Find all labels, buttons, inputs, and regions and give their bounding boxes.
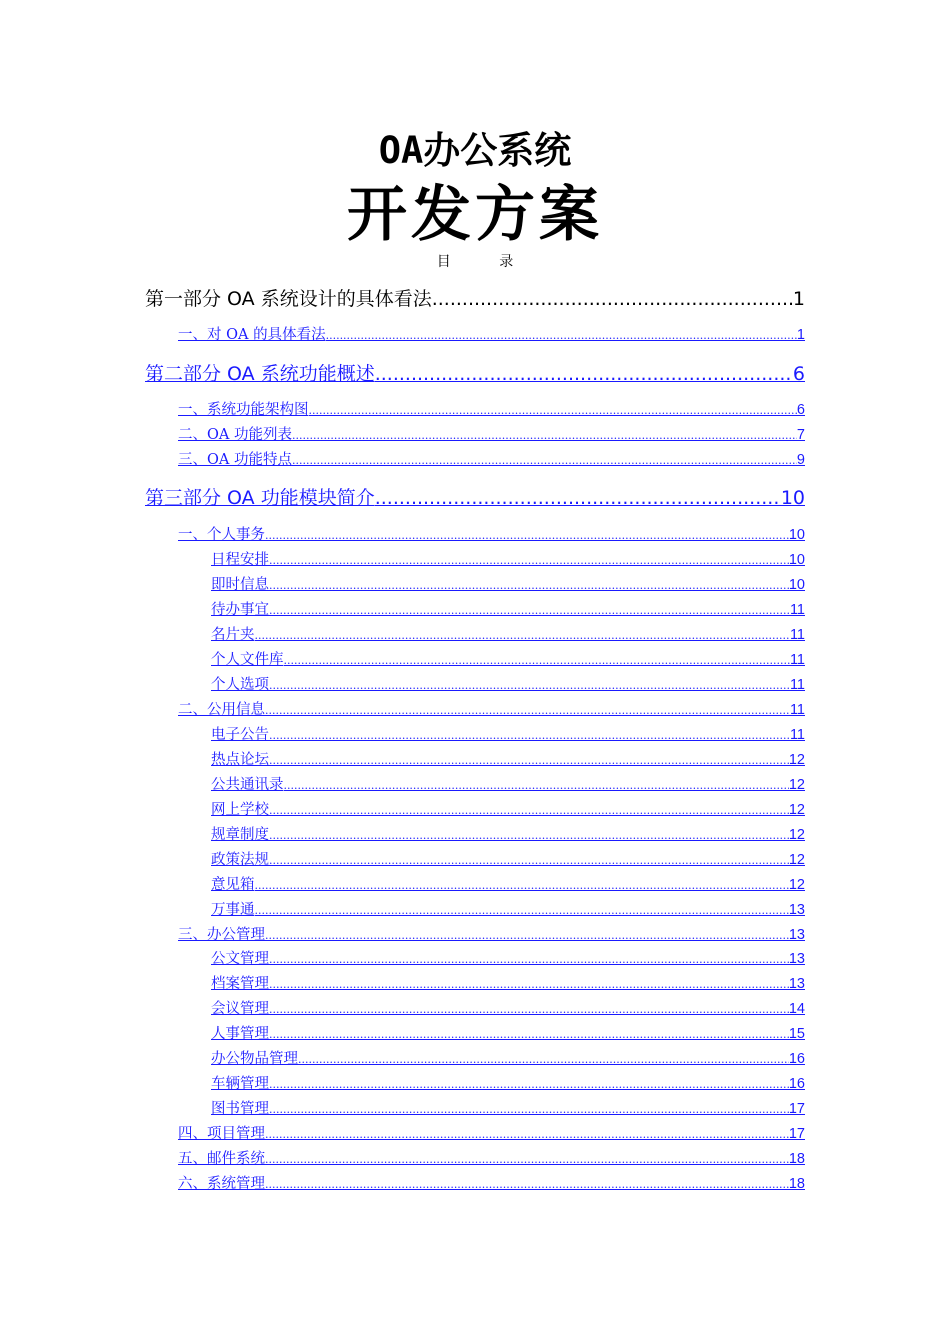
toc-page-number: 16 xyxy=(788,1051,805,1067)
toc-page-number: 11 xyxy=(789,652,805,668)
toc-subsection-entry[interactable] xyxy=(211,900,805,921)
toc-page-number: 11 xyxy=(789,702,805,718)
toc-dot-leader xyxy=(265,1175,789,1195)
toc-entry-title: 第三部分 OA 功能模块简介 xyxy=(145,487,375,509)
toc-page-number: 10 xyxy=(788,527,805,543)
toc-dot-leader xyxy=(292,426,797,446)
toc-dot-leader xyxy=(269,676,790,696)
toc-entry-title: 热点论坛 xyxy=(211,752,269,768)
toc-dot-leader xyxy=(326,326,797,346)
toc-page-number: 1 xyxy=(796,327,805,343)
toc-section-entry[interactable] xyxy=(178,700,805,721)
toc-part-entry xyxy=(145,286,805,312)
toc-section-entry[interactable] xyxy=(178,525,805,546)
toc-page-number: 12 xyxy=(788,827,805,843)
toc-entry-title: 公文管理 xyxy=(211,951,269,967)
toc-dot-leader xyxy=(284,776,789,796)
toc-heading: 目 录 xyxy=(436,254,536,270)
toc-subsection-entry[interactable] xyxy=(211,750,805,771)
toc-section-entry[interactable] xyxy=(178,1124,805,1145)
toc-page-number: 17 xyxy=(788,1101,805,1117)
toc-entry-title: 个人选项 xyxy=(211,677,269,693)
toc-section-entry[interactable] xyxy=(178,425,805,446)
document-title-line1: OA办公系统 xyxy=(378,129,572,172)
toc-subsection-entry[interactable] xyxy=(211,825,805,846)
toc-page-number: 10 xyxy=(780,487,805,509)
toc-page-number: 6 xyxy=(796,402,805,418)
toc-subsection-entry[interactable] xyxy=(211,1024,805,1045)
toc-subsection-entry[interactable] xyxy=(211,675,805,696)
toc-dot-leader xyxy=(265,701,790,721)
toc-entry-title: 会议管理 xyxy=(211,1001,269,1017)
toc-page-number: 13 xyxy=(788,902,805,918)
toc-dot-leader xyxy=(269,1100,789,1120)
toc-part-entry[interactable] xyxy=(145,485,805,511)
toc-page-number: 6 xyxy=(792,363,805,385)
toc-entry-title: 二、公用信息 xyxy=(178,702,265,718)
toc-page-number: 15 xyxy=(788,1026,805,1042)
toc-page-number: 18 xyxy=(788,1151,805,1167)
toc-entry-title: 档案管理 xyxy=(211,976,269,992)
toc-dot-leader xyxy=(255,626,790,646)
toc-subsection-entry[interactable] xyxy=(211,600,805,621)
toc-subsection-entry[interactable] xyxy=(211,550,805,571)
toc-page-number: 18 xyxy=(788,1176,805,1192)
toc-entry-title: 三、办公管理 xyxy=(178,927,265,943)
toc-entry-title: 电子公告 xyxy=(211,727,269,743)
toc-dot-leader xyxy=(292,451,797,471)
toc-entry-title: 意见箱 xyxy=(211,877,255,893)
toc-page-number: 9 xyxy=(796,452,805,468)
toc-page-number: 16 xyxy=(788,1076,805,1092)
toc-entry-title: 即时信息 xyxy=(211,577,269,593)
toc-subsection-entry[interactable] xyxy=(211,625,805,646)
document-title-line2: 开发方案 xyxy=(347,180,603,250)
toc-entry-title: 图书管理 xyxy=(211,1101,269,1117)
toc-entry-title: 五、邮件系统 xyxy=(178,1151,265,1167)
toc-entry-title: 二、OA 功能列表 xyxy=(178,427,292,443)
toc-page-number: 17 xyxy=(788,1126,805,1142)
toc-entry-title: 车辆管理 xyxy=(211,1076,269,1092)
toc-subsection-entry[interactable] xyxy=(211,1074,805,1095)
toc-dot-leader xyxy=(269,826,789,846)
toc-page-number: 14 xyxy=(788,1001,805,1017)
toc-dot-leader xyxy=(269,950,789,970)
toc-section-entry[interactable] xyxy=(178,1174,805,1195)
toc-page-number: 13 xyxy=(788,951,805,967)
toc-entry-title: 公共通讯录 xyxy=(211,777,284,793)
toc-page-number: 12 xyxy=(788,802,805,818)
toc-page-number: 7 xyxy=(796,427,805,443)
toc-section-entry[interactable] xyxy=(178,450,805,471)
toc-part-entry[interactable] xyxy=(145,361,805,387)
toc-dot-leader xyxy=(265,1125,789,1145)
toc-subsection-entry[interactable] xyxy=(211,999,805,1020)
toc-dot-leader xyxy=(255,876,789,896)
toc-dot-leader xyxy=(265,1150,789,1170)
toc-dot-leader xyxy=(375,361,793,387)
toc-subsection-entry[interactable] xyxy=(211,875,805,896)
toc-entry-title: 个人文件库 xyxy=(211,652,284,668)
toc-page-number: 12 xyxy=(788,877,805,893)
toc-dot-leader xyxy=(432,286,793,312)
toc-dot-leader xyxy=(265,526,789,546)
toc-page-number: 1 xyxy=(792,288,805,310)
toc-page-number: 12 xyxy=(788,852,805,868)
toc-page-number: 12 xyxy=(788,752,805,768)
toc-dot-leader xyxy=(255,901,789,921)
toc-subsection-entry[interactable] xyxy=(211,1049,805,1070)
toc-entry-title: 人事管理 xyxy=(211,1026,269,1042)
toc-page-number: 13 xyxy=(788,976,805,992)
toc-entry-title: 规章制度 xyxy=(211,827,269,843)
toc-page-number: 11 xyxy=(789,602,805,618)
toc-entry-title: 第二部分 OA 系统功能概述 xyxy=(145,363,375,385)
toc-subsection-entry[interactable] xyxy=(211,800,805,821)
toc-section-entry[interactable] xyxy=(178,325,805,346)
toc-entry-title: 三、OA 功能特点 xyxy=(178,452,292,468)
toc-entry-title: 一、个人事务 xyxy=(178,527,265,543)
toc-dot-leader xyxy=(269,1025,789,1045)
toc-subsection-entry[interactable] xyxy=(211,725,805,746)
toc-entry-title: 办公物品管理 xyxy=(211,1051,298,1067)
toc-dot-leader xyxy=(309,401,797,421)
toc-entry-title: 政策法规 xyxy=(211,852,269,868)
toc-subsection-entry[interactable] xyxy=(211,575,805,596)
toc-page-number: 10 xyxy=(788,552,805,568)
toc-entry-title: 六、系统管理 xyxy=(178,1176,265,1192)
toc-entry-title: 一、系统功能架构图 xyxy=(178,402,309,418)
toc-entry-title: 名片夹 xyxy=(211,627,255,643)
toc-dot-leader xyxy=(269,975,789,995)
toc-dot-leader xyxy=(284,651,790,671)
toc-page-number: 11 xyxy=(789,677,805,693)
toc-entry-title: 四、项目管理 xyxy=(178,1126,265,1142)
toc-dot-leader xyxy=(269,851,789,871)
toc-entry-title: 一、对 OA 的具体看法 xyxy=(178,327,326,343)
toc-page-number: 10 xyxy=(788,577,805,593)
toc-entry-title: 待办事宜 xyxy=(211,602,269,618)
toc-dot-leader xyxy=(298,1050,789,1070)
toc-section-entry[interactable] xyxy=(178,925,805,946)
toc-section-entry[interactable] xyxy=(178,1149,805,1170)
toc-dot-leader xyxy=(269,801,789,821)
toc-entry-title: 万事通 xyxy=(211,902,255,918)
toc-dot-leader xyxy=(269,576,789,596)
toc-subsection-entry[interactable] xyxy=(211,974,805,995)
toc-subsection-entry[interactable] xyxy=(211,1099,805,1120)
toc-dot-leader xyxy=(375,485,781,511)
toc-subsection-entry[interactable] xyxy=(211,650,805,671)
toc-page-number: 13 xyxy=(788,927,805,943)
toc-dot-leader xyxy=(269,1075,789,1095)
toc-subsection-entry[interactable] xyxy=(211,949,805,970)
toc-dot-leader xyxy=(265,926,789,946)
toc-entry-title: 网上学校 xyxy=(211,802,269,818)
toc-entry-title: 第一部分 OA 系统设计的具体看法 xyxy=(145,288,432,310)
toc-entry-title: 日程安排 xyxy=(211,552,269,568)
toc-page-number: 12 xyxy=(788,777,805,793)
toc-subsection-entry[interactable] xyxy=(211,850,805,871)
toc-dot-leader xyxy=(269,751,789,771)
toc-subsection-entry[interactable] xyxy=(211,775,805,796)
toc-dot-leader xyxy=(269,601,790,621)
toc-dot-leader xyxy=(269,551,789,571)
toc-dot-leader xyxy=(269,726,790,746)
toc-section-entry[interactable] xyxy=(178,400,805,421)
toc-page-number: 11 xyxy=(789,727,805,743)
toc-dot-leader xyxy=(269,1000,789,1020)
toc-page-number: 11 xyxy=(789,627,805,643)
